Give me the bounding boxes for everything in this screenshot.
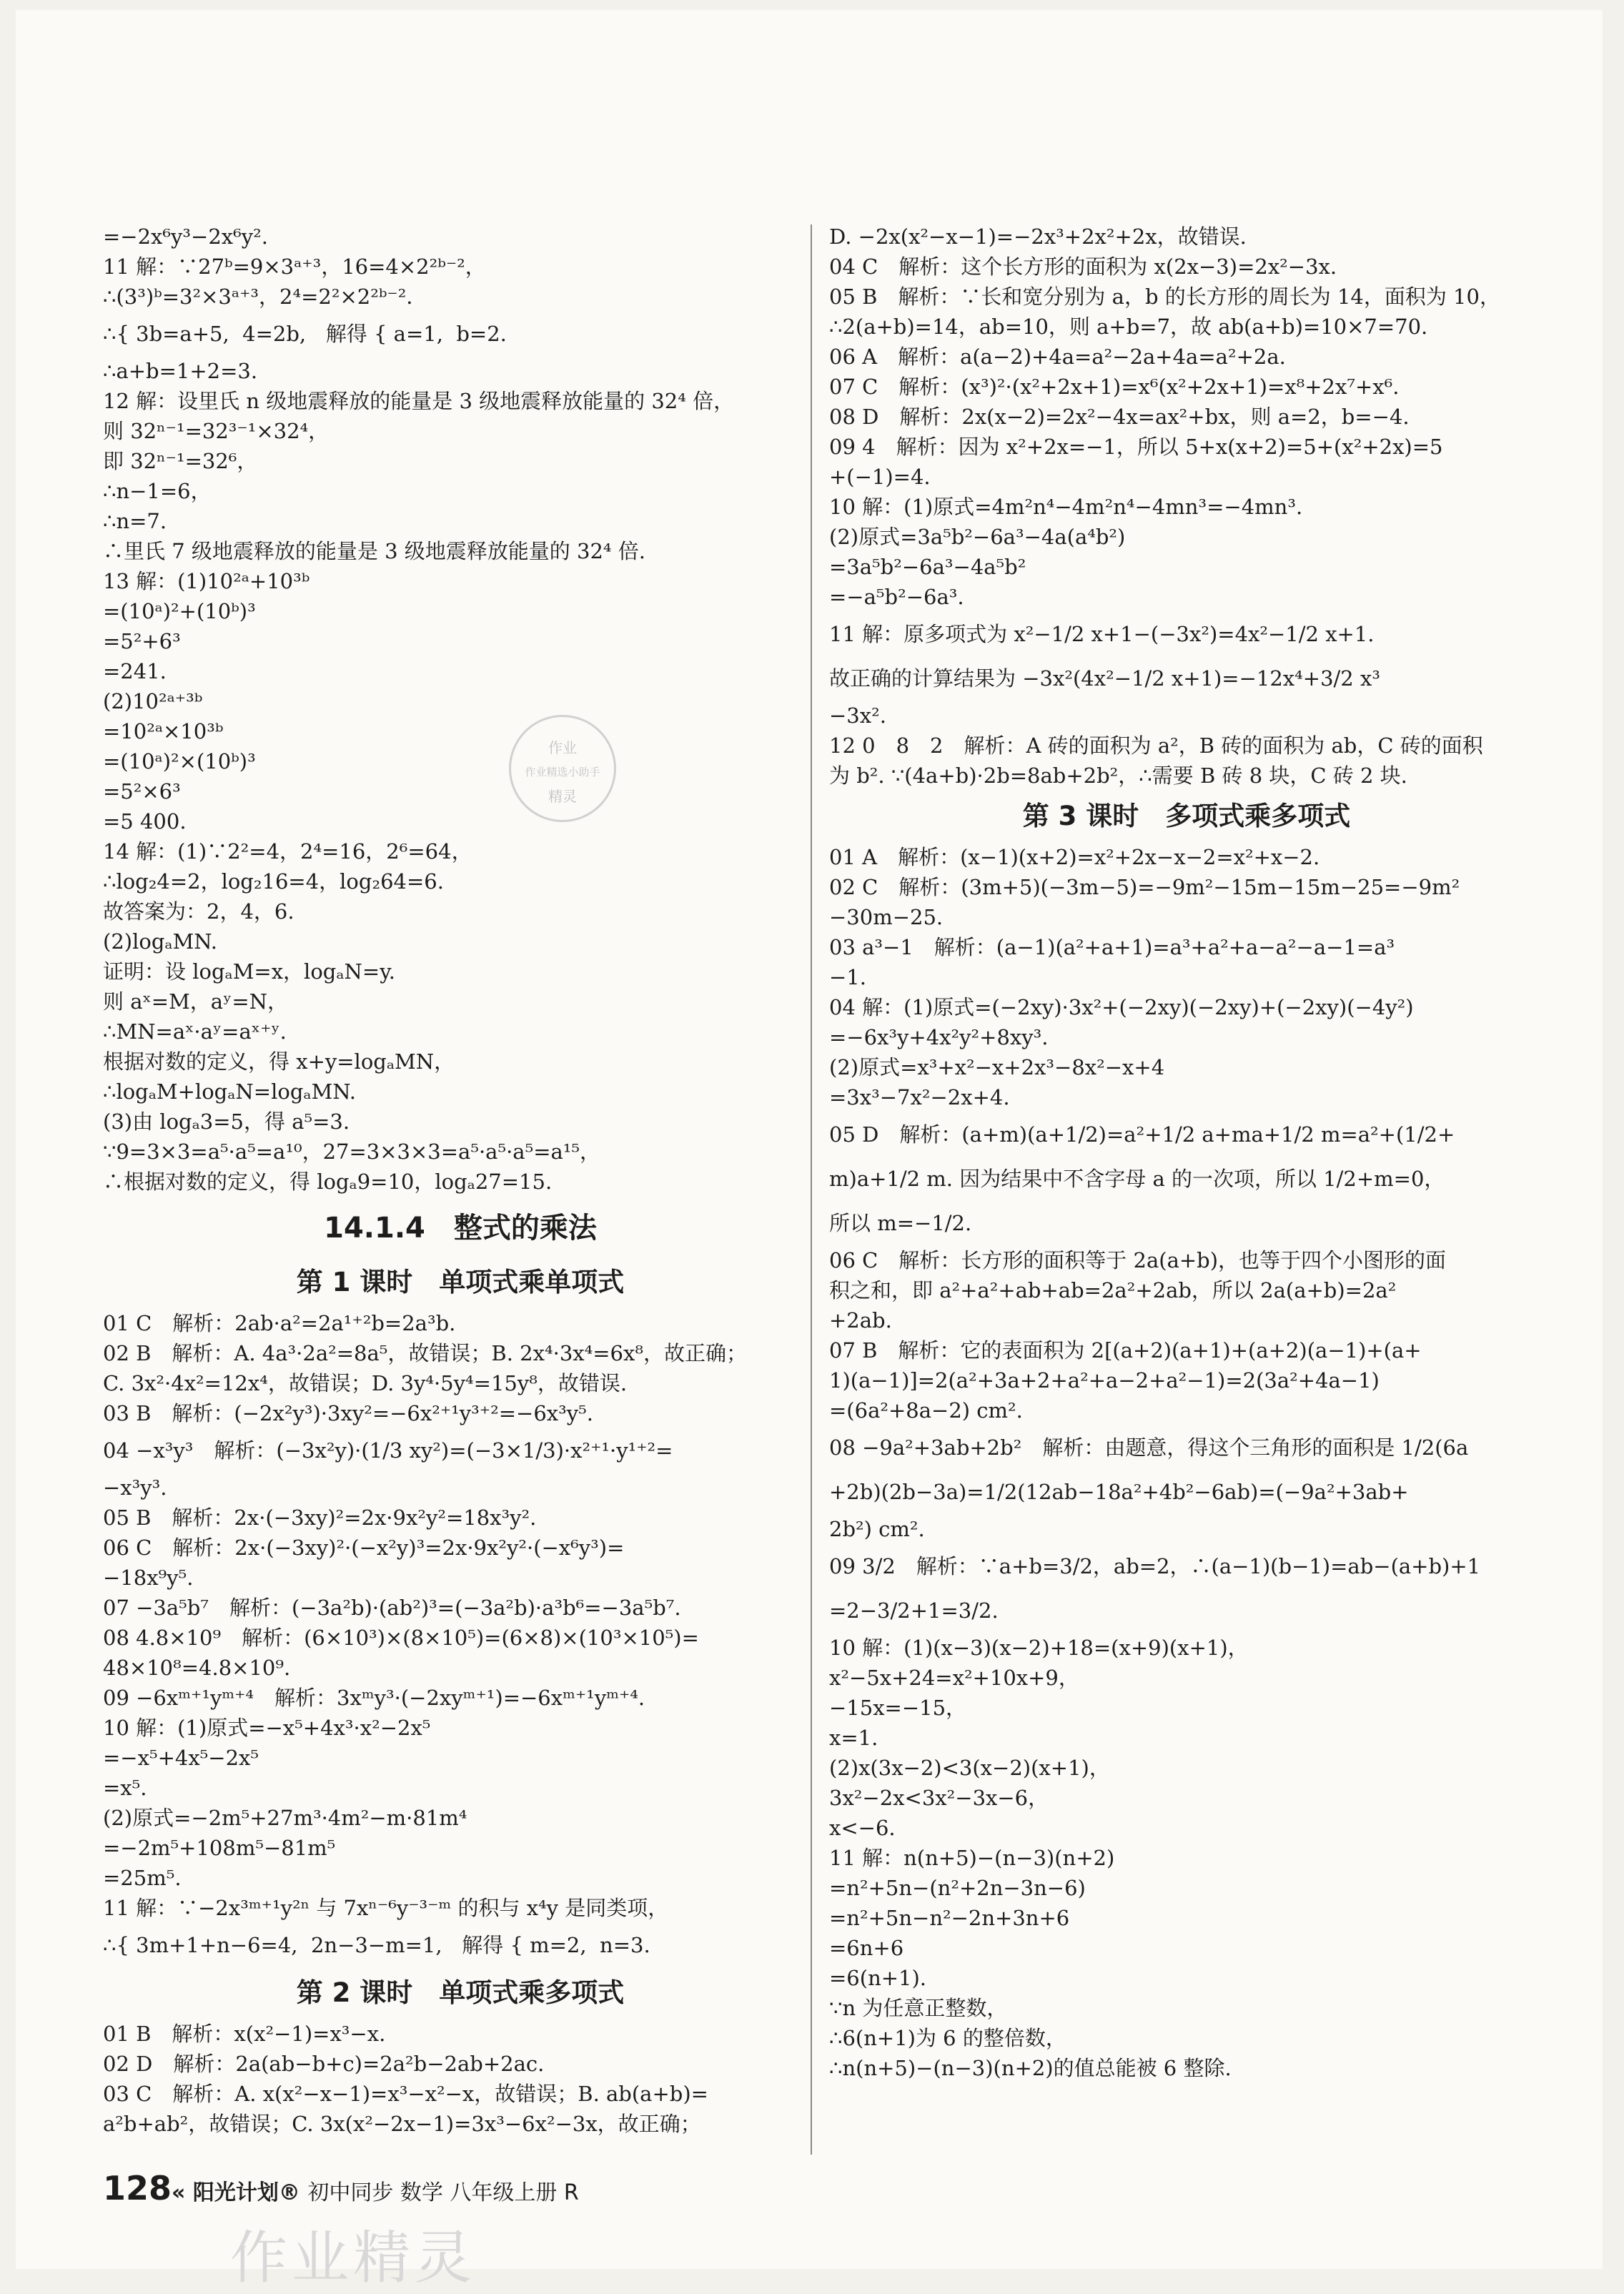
- answer-line: D. −2x(x²−x−1)=−2x³+2x²+2x，故错误.: [829, 224, 1247, 249]
- answer-line: (2)原式=x³+x²−x+2x³−8x²−x+4: [829, 1055, 1165, 1079]
- page-number: 128: [103, 2169, 172, 2208]
- answer-line: (2)logₐMN.: [103, 929, 217, 954]
- answer-line: 09 3/2 解析：∵a+b=3/2，ab=2，∴(a−1)(b−1)=ab−(a+b)+1: [829, 1554, 1481, 1578]
- section-heading: 14.1.4 整式的乘法: [324, 1212, 597, 1245]
- answer-line: 根据对数的定义，得 x+y=logₐMN，: [103, 1049, 455, 1074]
- watermark: 作业精灵: [230, 2225, 476, 2291]
- answer-line: 07 B 解析：它的表面积为 2[(a+2)(a+1)+(a+2)(a−1)+(a+: [829, 1338, 1422, 1363]
- answer-line: 04 −x³y³ 解析：(−3x²y)·(1/3 xy²)=(−3×1/3)·x²⁺¹·y¹⁺²=: [103, 1438, 673, 1463]
- answer-line: −x³y³.: [103, 1475, 167, 1500]
- lesson1-title: 第 1 课时 单项式乘单项式: [296, 1267, 625, 1297]
- answer-line: 03 a³−1 解析：(a−1)(a²+a+1)=a³+a²+a−a²−a−1=a³: [829, 935, 1395, 959]
- answer-line: 3x²−2x<3x²−3x−6，: [829, 1786, 1049, 1810]
- answer-line: +(−1)=4.: [829, 465, 931, 489]
- lesson2-answers-right: [829, 222, 1544, 791]
- answer-line: =x⁵.: [103, 1776, 147, 1800]
- answer-line: 08 −9a²+3ab+2b² 解析：由题意，得这个三角形的面积是 1/2(6a: [829, 1435, 1469, 1460]
- answer-line: −3x².: [829, 703, 886, 728]
- answer-line: 为 b². ∵(4a+b)·2b=8ab+2b²，∴需要 B 砖 8 块，C 砖 2 块.: [829, 763, 1407, 788]
- answer-line: 01 B 解析：x(x²−1)=x³−x.: [103, 2022, 386, 2046]
- answer-line: ∴根据对数的定义，得 logₐ9=10，logₐ27=15.: [103, 1170, 553, 1194]
- answer-line: −1.: [829, 965, 866, 989]
- answer-line: =−6x³y+4x²y²+8xy³.: [829, 1025, 1049, 1049]
- footer: [103, 2169, 579, 2208]
- answer-line: a²b+ab²，故错误；C. 3x(x²−2x−1)=3x³−6x²−3x，故正确；: [103, 2112, 701, 2136]
- answer-line: (2)x(3x−2)<3(x−2)(x+1)，: [829, 1756, 1110, 1780]
- answer-line: (2)原式=−2m⁵+27m³·4m²−m·81m⁴: [103, 1806, 467, 1830]
- answer-line: =−a⁵b²−6a³.: [829, 585, 964, 609]
- answer-line: +2b)(2b−3a)=1/2(12ab−18a²+4b²−6ab)=(−9a²+3ab+: [829, 1480, 1409, 1504]
- answer-line: =25m⁵.: [103, 1866, 182, 1890]
- answer-line: =−2m⁵+108m⁵−81m⁵: [103, 1836, 336, 1860]
- answer-line: 08 4.8×10⁹ 解析：(6×10³)×(8×10⁵)=(6×8)×(10³×10⁵)=: [103, 1626, 699, 1650]
- answer-line: 13 解：(1)10²ᵃ+10³ᵇ: [103, 569, 310, 593]
- answer-line: 09 −6xᵐ⁺¹yᵐ⁺⁴ 解析：3xᵐy³·(−2xyᵐ⁺¹)=−6xᵐ⁺¹yᵐ⁺⁴.: [103, 1686, 645, 1710]
- answer-line: 09 4 解析：因为 x²+2x=−1，所以 5+x(x+2)=5+(x²+2x)=5: [829, 435, 1443, 459]
- answer-line: 01 A 解析：(x−1)(x+2)=x²+2x−x−2=x²+x−2.: [829, 845, 1320, 869]
- answer-line: =5²×6³: [103, 779, 181, 804]
- answer-line: =5 400.: [103, 809, 187, 834]
- answer-line: 10 解：(1)(x−3)(x−2)+18=(x+9)(x+1)，: [829, 1636, 1249, 1660]
- lesson2-title: 第 2 课时 单项式乘多项式: [296, 1977, 625, 2008]
- answer-line: ∴{ 3m+1+n−6=4, 2n−3−m=1, 解得 { m=2, n=3.: [103, 1933, 650, 1957]
- answer-line: (2)10²ᵃ⁺³ᵇ: [103, 689, 203, 713]
- arrows-icon: «: [172, 2180, 186, 2205]
- answer-line: 07 −3a⁵b⁷ 解析：(−3a²b)·(ab²)³=(−3a²b)·a³b⁶=−3a⁵b⁷.: [103, 1596, 681, 1620]
- answer-line: =6(n+1).: [829, 1966, 927, 1990]
- answer-line: ∴a+b=1+2=3.: [103, 359, 258, 383]
- answer-line: 03 C 解析：A. x(x²−x−1)=x³−x²−x，故错误；B. ab(a+b)=: [103, 2082, 708, 2106]
- answer-line: ∴{ 3b=a+5, 4=2b, 解得 { a=1, b=2.: [103, 322, 507, 346]
- answer-line: −15x=−15，: [829, 1696, 967, 1720]
- answer-line: 03 B 解析：(−2x²y³)·3xy²=−6x²⁺¹y³⁺²=−6x³y⁵.: [103, 1401, 593, 1425]
- stamp-line: 作业精选小助手: [525, 766, 600, 778]
- answer-line: 11 解：∵27ᵇ=9×3ᵃ⁺³，16=4×2²ᵇ⁻²，: [103, 254, 486, 279]
- answer-line: ∵9=3×3=a⁵·a⁵=a¹⁰，27=3×3×3=a⁵·a⁵·a⁵=a¹⁵，: [103, 1139, 601, 1164]
- answer-line: 证明：设 logₐM=x，logₐN=y.: [103, 959, 395, 984]
- answer-line: ∴2(a+b)=14，ab=10，则 a+b=7，故 ab(a+b)=10×7=70.: [829, 315, 1428, 339]
- answer-line: ∴6(n+1)为 6 的整倍数，: [829, 2026, 1066, 2050]
- left-column: [103, 222, 818, 2139]
- answer-line: 所以 m=−1/2.: [829, 1211, 972, 1235]
- answer-line: 10 解：(1)原式=4m²n⁴−4m²n⁴−4mn³=−4mn³.: [829, 495, 1303, 519]
- right-column: [829, 222, 1544, 2083]
- answer-line: =−x⁵+4x⁵−2x⁵: [103, 1746, 259, 1770]
- answer-line: 05 D 解析：(a+m)(a+1/2)=a²+1/2 a+ma+1/2 m=a²+(1/2+: [829, 1122, 1455, 1147]
- answer-line: 2b²) cm².: [829, 1517, 925, 1541]
- stamp-line: 精灵: [548, 788, 577, 805]
- answer-line: ∴(3³)ᵇ=3²×3ᵃ⁺³，2⁴=2²×2²ᵇ⁻²．: [103, 285, 427, 309]
- answer-line: 08 D 解析：2x(x−2)=2x²−4x=ax²+bx，则 a=2，b=−4.: [829, 405, 1410, 429]
- lesson2-answers-left: [103, 2019, 818, 2139]
- answer-line: 则 32ⁿ⁻¹=32³⁻¹×32⁴，: [103, 419, 330, 443]
- answer-line: m)a+1/2 m. 因为结果中不含字母 a 的一次项，所以 1/2+m=0，: [829, 1167, 1445, 1191]
- answer-line: =−2x⁶y³−2x⁶y².: [103, 224, 268, 249]
- answer-line: 04 解：(1)原式=(−2xy)·3x²+(−2xy)(−2xy)+(−2xy)(−4y²): [829, 995, 1414, 1019]
- answer-line: x²−5x+24=x²+10x+9，: [829, 1666, 1079, 1690]
- answer-line: C. 3x²·4x²=12x⁴，故错误；D. 3y⁴·5y⁴=15y⁸，故错误.: [103, 1371, 628, 1395]
- answer-line: −30m−25.: [829, 905, 944, 929]
- answer-line: 06 C 解析：长方形的面积等于 2a(a+b)，也等于四个小图形的面: [829, 1248, 1447, 1272]
- answer-line: (2)原式=3a⁵b²−6a³−4a(a⁴b²): [829, 525, 1126, 549]
- answer-line: x=1.: [829, 1726, 878, 1750]
- answer-line: =241.: [103, 659, 167, 683]
- answer-line: 故正确的计算结果为 −3x²(4x²−1/2 x+1)=−12x⁴+3/2 x³: [829, 666, 1380, 691]
- answer-line: =2−3/2+1=3/2.: [829, 1598, 999, 1623]
- answer-line: 故答案为：2，4，6.: [103, 899, 294, 924]
- answer-line: 14 解：(1)∵2²=4，2⁴=16，2⁶=64，: [103, 839, 472, 864]
- answer-line: ∴n−1=6，: [103, 479, 212, 503]
- answer-line: ∴里氏 7 级地震释放的能量是 3 级地震释放能量的 32⁴ 倍.: [103, 539, 645, 563]
- lesson1-answers: [103, 1308, 818, 1967]
- answer-line: 1)(a−1)]=2(a²+3a+2+a²+a−2+a²−1)=2(3a²+4a−1): [829, 1368, 1380, 1393]
- answer-line: −18x⁹y⁵.: [103, 1566, 194, 1590]
- answer-line: ∴n=7.: [103, 509, 167, 533]
- answer-line: x<−6.: [829, 1816, 896, 1840]
- answer-line: 02 C 解析：(3m+5)(−3m−5)=−9m²−15m−15m−25=−9m²: [829, 875, 1460, 899]
- book-title: 初中同步 数学 八年级上册 R: [307, 2180, 579, 2205]
- lesson3-answers: [829, 842, 1544, 2083]
- answer-line: =10²ᵃ×10³ᵇ: [103, 719, 224, 743]
- answer-line: 12 0 8 2 解析：A 砖的面积为 a²，B 砖的面积为 ab，C 砖的面积: [829, 733, 1483, 758]
- answer-line: 05 B 解析：2x·(−3xy)²=2x·9x²y²=18x³y².: [103, 1506, 537, 1530]
- answer-line: 12 解：设里氏 n 级地震释放的能量是 3 级地震释放能量的 32⁴ 倍，: [103, 389, 735, 413]
- answer-line: ∴log₂4=2，log₂16=4，log₂64=6.: [103, 869, 444, 894]
- page: [16, 10, 1603, 2291]
- left-top-answers: [103, 222, 818, 1197]
- answer-line: ∵n 为任意正整数，: [829, 1996, 1008, 2020]
- answer-line: +2ab.: [829, 1308, 892, 1333]
- answer-line: 11 解：n(n+5)−(n−3)(n+2): [829, 1846, 1115, 1870]
- answer-line: 11 解：原多项式为 x²−1/2 x+1−(−3x²)=4x²−1/2 x+1.: [829, 622, 1375, 646]
- answer-line: =3a⁵b²−6a³−4a⁵b²: [829, 555, 1026, 579]
- answer-line: 04 C 解析：这个长方形的面积为 x(2x−3)=2x²−3x.: [829, 254, 1337, 279]
- answer-line: 06 A 解析：a(a−2)+4a=a²−2a+4a=a²+2a.: [829, 345, 1286, 369]
- answer-line: =5²+6³: [103, 629, 181, 653]
- answer-line: 11 解：∵−2x³ᵐ⁺¹y²ⁿ 与 7xⁿ⁻⁶y⁻³⁻ᵐ 的积与 x⁴y 是同类项，: [103, 1896, 669, 1920]
- answer-line: 01 C 解析：2ab·a²=2a¹⁺²b=2a³b.: [103, 1311, 456, 1335]
- answer-line: 48×10⁸=4.8×10⁹.: [103, 1656, 291, 1680]
- answer-line: 05 B 解析：∵长和宽分别为 a，b 的长方形的周长为 14，面积为 10，: [829, 285, 1500, 309]
- answer-line: (3)由 logₐ3=5，得 a⁵=3.: [103, 1109, 350, 1134]
- lesson3-title: 第 3 课时 多项式乘多项式: [1022, 801, 1351, 831]
- answer-line: ∴logₐM+logₐN=logₐMN.: [103, 1079, 357, 1104]
- answer-line: 则 aˣ=M，aʸ=N，: [103, 989, 289, 1014]
- answer-line: =n²+5n−(n²+2n−3n−6): [829, 1876, 1086, 1900]
- answer-line: =(10ᵃ)²×(10ᵇ)³: [103, 749, 256, 773]
- stamp-logo: [509, 715, 616, 822]
- answer-line: =3x³−7x²−2x+4.: [829, 1085, 1010, 1109]
- answer-line: =6n+6: [829, 1936, 904, 1960]
- answer-line: 02 D 解析：2a(ab−b+c)=2a²b−2ab+2ac.: [103, 2052, 545, 2076]
- answer-line: 即 32ⁿ⁻¹=32⁶，: [103, 449, 258, 473]
- series-name: 阳光计划®: [192, 2180, 300, 2205]
- answer-line: 06 C 解析：2x·(−3xy)²·(−x²y)³=2x·9x²y²·(−x⁶y³)=: [103, 1536, 625, 1560]
- stamp-line: 作业: [548, 739, 577, 756]
- answer-line: =(10ᵃ)²+(10ᵇ)³: [103, 599, 256, 623]
- answer-line: 02 B 解析：A. 4a³·2a²=8a⁵，故错误；B. 2x⁴·3x⁴=6x⁸，故正确；: [103, 1341, 747, 1365]
- answer-line: 10 解：(1)原式=−x⁵+4x³·x²−2x⁵: [103, 1716, 431, 1740]
- answer-line: 07 C 解析：(x³)²·(x²+2x+1)=x⁶(x²+2x+1)=x⁸+2x⁷+x⁶.: [829, 375, 1400, 399]
- answer-line: ∴MN=aˣ·aʸ=aˣ⁺ʸ.: [103, 1019, 287, 1044]
- answer-line: =n²+5n−n²−2n+3n+6: [829, 1906, 1070, 1930]
- answer-line: ∴n(n+5)−(n−3)(n+2)的值总能被 6 整除.: [829, 2056, 1232, 2080]
- column-divider: [811, 224, 812, 2155]
- answer-line: 积之和，即 a²+a²+ab+ab=2a²+2ab，所以 2a(a+b)=2a²: [829, 1278, 1397, 1302]
- answer-line: =(6a²+8a−2) cm².: [829, 1398, 1023, 1423]
